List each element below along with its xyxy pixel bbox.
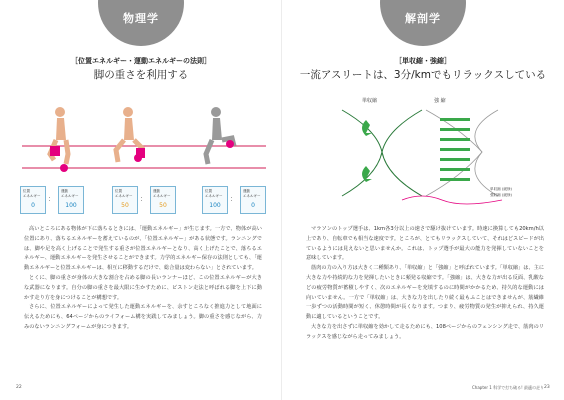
energy-ratio-row bbox=[20, 186, 268, 216]
energy-box-label: 運動 エネルギー bbox=[61, 189, 79, 198]
twitch-curve bbox=[342, 110, 382, 196]
energy-box-label: 位置 エネルギー bbox=[205, 189, 223, 198]
ratio-separator: ： bbox=[140, 196, 147, 203]
paragraph: マラソンのトップ選手は、1km各3分以上の速さで駆け抜けています。時速に換算しても20km/h以上であり、自転車でも相当な速度です。ところが、とてもリラックスしていて、それはどスピードが出ているようには見えないと思いませんか。これは、トップ選手が最大の能力を発揮していないことを意味しています。 bbox=[306, 226, 544, 262]
energy-box-value: 100 bbox=[65, 202, 77, 209]
body-text bbox=[306, 225, 544, 343]
right-page bbox=[282, 0, 564, 400]
energy-box bbox=[58, 186, 84, 214]
section-title: 脚の重さを利用する bbox=[93, 69, 189, 81]
ratio-separator: ： bbox=[48, 196, 55, 203]
energy-box-value: 100 bbox=[209, 202, 221, 209]
paragraph: 高いところにある物体が下に落ちるときには、「運動エネルギー」が生じます。一方で、物体が高い位置にあり、落ちるエネルギーを蓄えているのが、「位置エネルギー」がある状態です。ランニングでは、脚や足を高く上げることで発生する重さが位置エネルギーとなり、高く上げたことで、落ちるエネルギー、運動エネルギーを発生させることができます。力学的エネルギー保存の法則としても、「運動エネルギーと位置エネルギーは、相互に移動するだけで、総合量は変わらない」とされています。 bbox=[24, 226, 262, 272]
response-curve bbox=[402, 196, 502, 204]
energy-box-value: 50 bbox=[159, 202, 167, 209]
runner-figure-2 bbox=[116, 107, 145, 162]
paragraph: 大きな力を出さずに単収縮を効かして走るためにも、108ページからのフェンシング走で、筋肉のリラックスを感じながら走ってみましょう。 bbox=[306, 323, 544, 340]
section-subtitle: ［単収縮・強縮］ bbox=[395, 57, 451, 65]
legend-item: 単収縮 (緩徐) bbox=[490, 187, 512, 191]
energy-box-label: 運動 エネルギー bbox=[243, 189, 261, 198]
energy-box bbox=[150, 186, 176, 214]
tetanus-label: 強 縮 bbox=[434, 98, 446, 104]
runner-figure-1 bbox=[50, 107, 68, 172]
energy-box bbox=[112, 186, 138, 214]
energy-box-value: 50 bbox=[121, 202, 129, 209]
muscle-contraction-diagram bbox=[322, 90, 532, 212]
twitch-curve bbox=[382, 110, 422, 196]
tetanus-arrows bbox=[440, 118, 470, 181]
energy-box-label: 運動 エネルギー bbox=[153, 189, 171, 198]
section-title: 一流アスリートは、3分/kmでもリラックスしている bbox=[299, 69, 547, 81]
energy-box bbox=[20, 186, 46, 214]
paragraph: とくに、脚の重さが身体の大きな割合を占める脚の長いランナーほど、この位置エネルギーが大きな武器になります。自分の脚の重さを最大限に生かすために、ピストン走法と呼ばれる脚を上下に動かす走り方を身につけることが構想です。 bbox=[24, 274, 262, 301]
section-subtitle: ［位置エネルギー・運動エネルギーの法則］ bbox=[71, 57, 211, 65]
section-tab-label: 解剖学 bbox=[405, 12, 441, 25]
legend-item: 強収縮 (緩徐) bbox=[490, 193, 512, 197]
runner-illustration bbox=[20, 88, 268, 200]
page-number: 22 bbox=[16, 385, 22, 390]
section-tab-anatomy bbox=[380, 0, 466, 46]
chapter-footer: Chapter 1 科学で打ち破る! 最適の走り bbox=[472, 385, 544, 390]
paragraph: 筋肉の力の入り方は大きく二種類あり、「単収縮」と「強縮」と呼ばれています。「単収縮」は、主に大きな力や持続的な力を発揮したいときに頻発る収縮です。「強縮」は、大きな力が出る反面、乳酸などの疲労物質が蓄積しやすく、次のエネルギーを充填するのに時間がかかるため、持久的な運動には向いていません。一方で「単収縮」は、大きな力を出したり続く最もふことはできませんが、筋繊維一歩ずつの活動時間が短く、休憩時間が長くなります。つまり、疲労物質の発生が抑えられ、持久運動に適しているということです。 bbox=[306, 265, 545, 321]
energy-box bbox=[240, 186, 266, 214]
runner-figure-3 bbox=[206, 107, 234, 164]
single-twitch-label: 単収縮 bbox=[362, 98, 378, 104]
energy-box-value: 0 bbox=[251, 202, 255, 209]
energy-box bbox=[202, 186, 228, 214]
energy-box-value: 0 bbox=[31, 202, 35, 209]
body-text bbox=[24, 225, 262, 333]
section-tab-physics bbox=[98, 0, 184, 46]
page-number: 23 bbox=[544, 385, 550, 390]
section-tab-label: 物理学 bbox=[123, 12, 159, 25]
ratio-separator: ： bbox=[230, 196, 237, 203]
paragraph: さらに、位置エネルギーによって発生した運動エネルギーを、余すところなく推進力として地面に伝えるためにも、64ページからのライフォーム構を実践してみましょう。脚の重さを感じながら、力みのないランニングフォームが身につきます。 bbox=[24, 304, 262, 330]
twitch-arrow-up bbox=[362, 120, 372, 136]
tetanus-curve bbox=[426, 110, 482, 196]
energy-box-label: 位置 エネルギー bbox=[115, 189, 133, 198]
energy-box-label: 位置 エネルギー bbox=[23, 189, 41, 198]
tetanus-curve bbox=[475, 110, 498, 196]
